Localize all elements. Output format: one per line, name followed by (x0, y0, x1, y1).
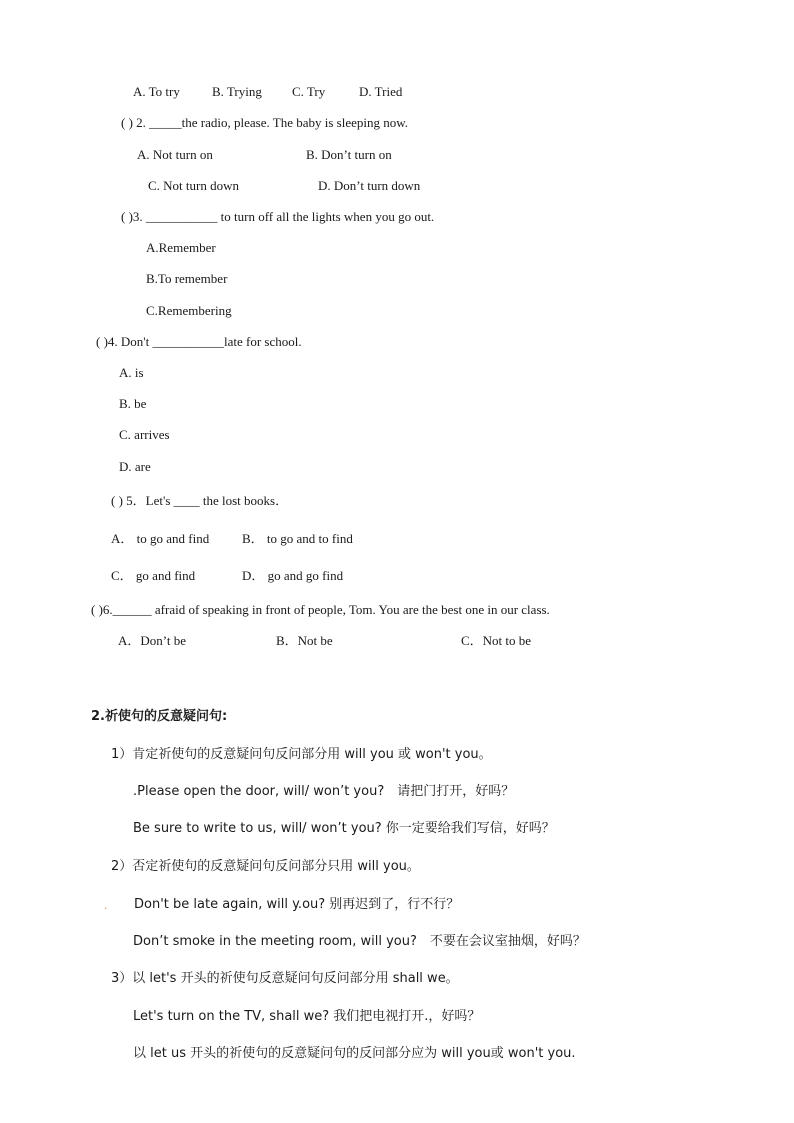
q1-option-b: B. Trying (212, 84, 262, 99)
q3-option-c: C.Remembering (146, 303, 232, 318)
q4-stem: ( )4. Don't ___________late for school. (96, 334, 302, 349)
q6-stem: ( )6.______ afraid of speaking in front of people, Tom. You are the best one in our class. (91, 602, 550, 617)
section2-rule1-example1: .Please open the door, will/ won’t you? 请把门打开，好吗？ (133, 784, 515, 799)
q4-option-a: A. is (119, 365, 144, 380)
q3-option-a: A.Remember (146, 240, 216, 255)
section2-rule2-example1: Don't be late again, will y.ou? 别再迟到了，行不行？ (134, 897, 460, 912)
q5-option-a: A． to go and find (111, 531, 210, 546)
q2-stem: ( ) 2. _____the radio, please. The baby is sleeping now. (121, 115, 409, 130)
q5-option-b: B． to go and to find (242, 531, 353, 546)
q3-stem: ( )3. ___________ to turn off all the lights when you go out. (121, 209, 435, 224)
section2-title: 2.祈使句的反意疑问句: (91, 709, 228, 724)
section2-rule2-example2: Don’t smoke in the meeting room, will you? 不要在会议室抽烟，好吗？ (133, 934, 586, 949)
section2-rule3-example2: 以 let us 开头的祈使句的反意疑问句的反问部分应为 will you或 won't you. (133, 1046, 576, 1061)
q2-option-a: A. Not turn on (137, 147, 213, 162)
q6-option-a: A．Don’t be (118, 633, 187, 648)
q3-option-b: B.To remember (146, 271, 228, 286)
section2-rule3: 3）以 let's 开头的祈使句反意疑问句反问部分用 shall we。 (111, 971, 459, 986)
q1-option-d: D. Tried (359, 84, 403, 99)
section2-rule3-example1: Let's turn on the TV, shall we? 我们把电视打开.，好吗？ (133, 1009, 481, 1024)
q5-option-c: C． go and find (111, 568, 196, 583)
q5-stem: ( ) 5．Let's ____ the lost books． (111, 493, 289, 508)
section2-rule1-example2: Be sure to write to us, will/ won’t you? 你一定要给我们写信，好吗？ (133, 821, 555, 836)
section2-rule2-marker: . (104, 897, 108, 912)
q6-option-b: B．Not be (276, 633, 333, 648)
q2-option-c: C. Not turn down (148, 178, 239, 193)
section2-rule1: 1）肯定祈使句的反意疑问句反问部分用 will you 或 won't you。 (111, 747, 492, 762)
section2-rule2: 2）否定祈使句的反意疑问句反问部分只用 will you。 (111, 859, 420, 874)
q5-option-d: D． go and go find (242, 568, 344, 583)
q1-option-c: C. Try (292, 84, 326, 99)
q1-option-a: A. To try (133, 84, 180, 99)
q4-option-b: B. be (119, 396, 147, 411)
q4-option-c: C. arrives (119, 427, 170, 442)
q2-option-b: B. Don’t turn on (306, 147, 392, 162)
q2-option-d: D. Don’t turn down (318, 178, 421, 193)
q6-option-c: C．Not to be (461, 633, 532, 648)
q4-option-d: D. are (119, 459, 151, 474)
